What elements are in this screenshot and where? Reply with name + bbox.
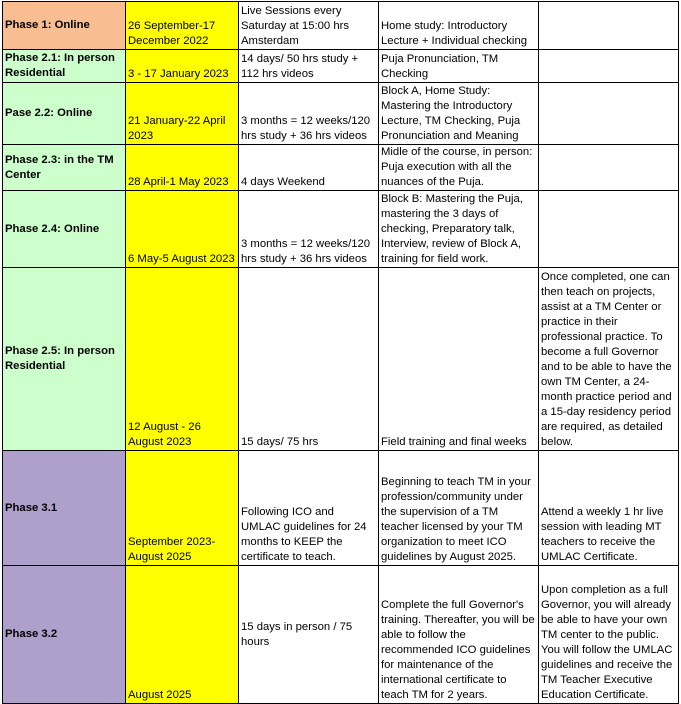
dates-cell: 21 January-22 April 2023 <box>126 83 239 145</box>
table-row <box>3 83 679 145</box>
dates-cell: 28 April-1 May 2023 <box>126 145 239 191</box>
description-cell: Beginning to teach TM in your profession/community under the supervision of a TM teacher licensed by your TM organization to meet ICO guidelines by August 2025. <box>379 451 539 566</box>
hours-cell: 3 months = 12 weeks/120 hrs study + 36 hrs videos <box>239 191 379 268</box>
phase-cell: Phase 2.1: In person Residential <box>3 50 126 83</box>
dates-cell: 26 September-17 December 2022 <box>126 2 239 50</box>
notes-cell <box>539 2 679 50</box>
phase-cell: Phase 2.3: in the TM Center <box>3 145 126 191</box>
table-row <box>3 268 679 451</box>
notes-cell <box>539 50 679 83</box>
description-cell: Complete the full Governor's training. Thereafter, you will be able to follow the recommended ICO guidelines for maintenance of the international certificate to teach TM for 2 years. <box>379 566 539 704</box>
table-row <box>3 451 679 566</box>
description-cell: Home study: Introductory Lecture + Individual checking <box>379 2 539 50</box>
table-row <box>3 566 679 704</box>
table-row <box>3 50 679 83</box>
dates-cell: 3 - 17 January 2023 <box>126 50 239 83</box>
phase-cell: Phase 2.4: Online <box>3 191 126 268</box>
hours-cell: 4 days Weekend <box>239 145 379 191</box>
description-cell: Block A, Home Study: Mastering the Introductory Lecture, TM Checking, Puja Pronunciation and Meaning <box>379 83 539 145</box>
dates-cell: September 2023-August 2025 <box>126 451 239 566</box>
hours-cell: 15 days in person / 75 hours <box>239 566 379 704</box>
phase-cell: Phase 3.1 <box>3 451 126 566</box>
phase-cell: Pase 2.2: Online <box>3 83 126 145</box>
table-row <box>3 145 679 191</box>
dates-cell: August 2025 <box>126 566 239 704</box>
dates-cell: 6 May-5 August 2023 <box>126 191 239 268</box>
description-cell: Midle of the course, in person: Puja execution with all the nuances of the Puja. <box>379 145 539 191</box>
notes-cell <box>539 191 679 268</box>
hours-cell: 3 months = 12 weeks/120 hrs study + 36 hrs videos <box>239 83 379 145</box>
hours-cell: Live Sessions every Saturday at 15:00 hrs Amsterdam <box>239 2 379 50</box>
table-row <box>3 191 679 268</box>
description-cell: Block B: Mastering the Puja, mastering the 3 days of checking, Preparatory talk, Interview, review of Block A, training for field work. <box>379 191 539 268</box>
hours-cell: 15 days/ 75 hrs <box>239 268 379 451</box>
description-cell: Puja Pronunciation, TM Checking <box>379 50 539 83</box>
phase-cell: Phase 3.2 <box>3 566 126 704</box>
notes-cell <box>539 145 679 191</box>
hours-cell: 14 days/ 50 hrs study + 112 hrs videos <box>239 50 379 83</box>
notes-cell <box>539 83 679 145</box>
notes-cell: Once completed, one can then teach on projects, assist at a TM Center or practice in their professional practice. To become a full Governor and to be able to have the own TM Center, a 24-month practice period and a 15-day residency period are required, as detailed below. <box>539 268 679 451</box>
hours-cell: Following ICO and UMLAC guidelines for 24 months to KEEP the certificate to teach. <box>239 451 379 566</box>
phase-cell: Phase 2.5: In person Residential <box>3 268 126 451</box>
notes-cell: Attend a weekly 1 hr live session with leading MT teachers to receive the UMLAC Certificate. <box>539 451 679 566</box>
table-row <box>3 2 679 50</box>
dates-cell: 12 August - 26 August 2023 <box>126 268 239 451</box>
schedule-table <box>2 1 679 704</box>
phase-cell: Phase 1: Online <box>3 2 126 50</box>
notes-cell: Upon completion as a full Governor, you will already be able to have your own TM center to the public. You will follow the UMLAC guidelines and receive the TM Teacher Executive Education Certificate. <box>539 566 679 704</box>
description-cell: Field training and final weeks <box>379 268 539 451</box>
